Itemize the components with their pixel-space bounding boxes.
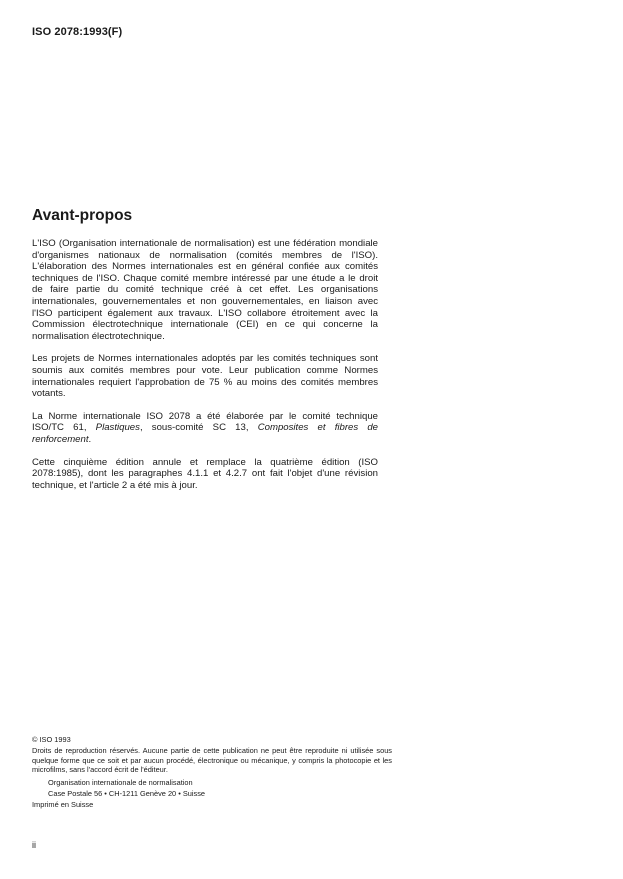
section-title: Avant-propos	[32, 207, 133, 224]
document-header: ISO 2078:1993(F)	[32, 26, 123, 38]
copyright-line: © ISO 1993	[32, 735, 71, 744]
foreword-body	[32, 238, 378, 502]
page-number: ii	[32, 840, 36, 850]
paragraph-edition: Cette cinquième édition annule et remplace la quatrième édition (ISO 2078:1985), dont les paragraphes 4.1.1 et 4.2.7 ont fait l'objet d'une révision technique, et l'article 2 a été mis à jour.	[32, 456, 378, 491]
subcommittee-name: Composites et fibres de renforcement	[32, 422, 378, 445]
rights-notice: Droits de reproduction réservés. Aucune partie de cette publication ne peut être reproduite ni utilisée sous quelque forme que ce soit et par aucun procédé, électronique ou mécanique, y compris la photocopie et les microfilms, sans l'accord écrit de l'éditeur.	[32, 746, 392, 775]
committee-plastiques: Plastiques	[95, 422, 140, 434]
paragraph-voting: Les projets de Normes internationales adoptés par les comités techniques sont soumis aux comités membres pour vote. Leur publication comme Normes internationales requiert l'approbation de 75 % au moins des comités membres votants.	[32, 353, 378, 400]
printed-in: Imprimé en Suisse	[32, 800, 94, 810]
paragraph-iso-description: L'ISO (Organisation internationale de normalisation) est une fédération mondiale d'organismes nationaux de normalisation (comités membres de l'ISO). L'élaboration des Normes internationales est en général confiée aux comités techniques de l'ISO. Chaque comité membre intéressé par une étude a le droit de faire partie du comité technique créé à cet effet. Les organisations internationales, gouvernementales et non gouvernementales, en liaison avec l'ISO participent également aux travaux. L'ISO collabore étroitement avec la Commission électrotechnique internationale (CEI) en ce qui concerne la normalisation électrotechnique.	[32, 238, 378, 342]
committee-text-mid: , sous-comité SC 13,	[139, 422, 258, 434]
committee-text-start: La Norme internationale ISO 2078 a été élaborée par le comité technique ISO/TC 61,	[32, 410, 378, 434]
organization-address: Case Postale 56 • CH-1211 Genève 20 • Suisse	[48, 789, 206, 799]
committee-text-end: .	[88, 433, 92, 445]
organization-name: Organisation internationale de normalisation	[48, 777, 193, 787]
paragraph-committee	[32, 411, 378, 446]
copyright-footer	[32, 735, 392, 810]
